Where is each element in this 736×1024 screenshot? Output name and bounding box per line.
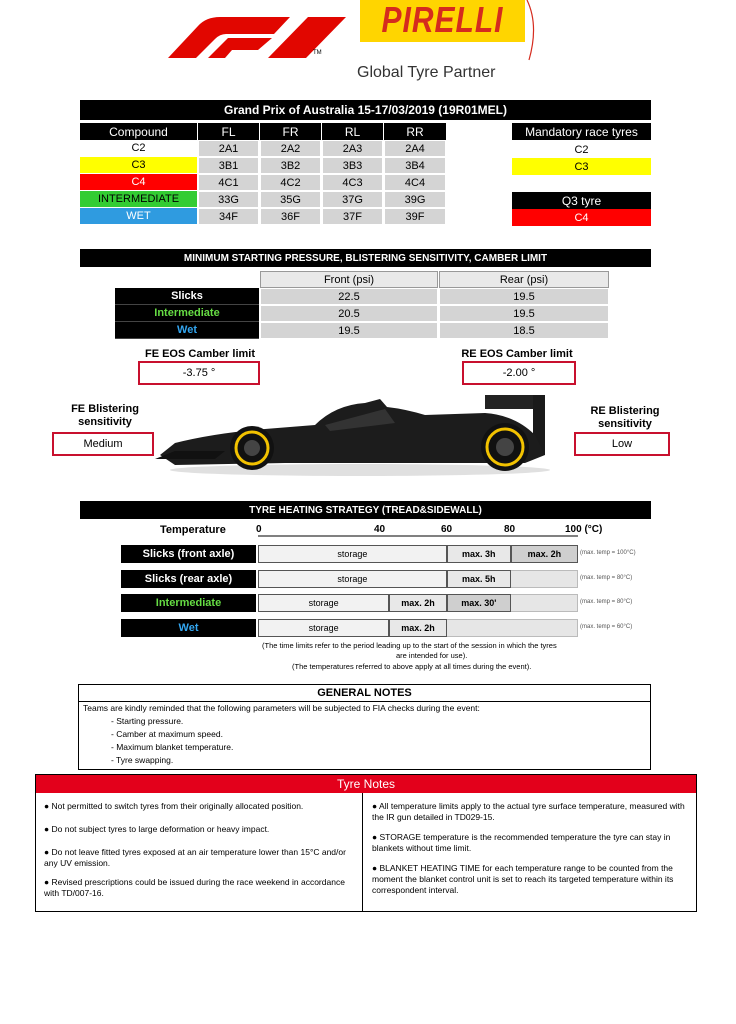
pressure-rear-value: 19.5 bbox=[439, 305, 609, 322]
heating-segment: storage bbox=[258, 594, 389, 612]
heating-note-3: (The temperatures referred to above apply at all times during the event). bbox=[292, 662, 532, 671]
f1-logo bbox=[168, 14, 348, 58]
tyre-note-right-2: ● STORAGE temperature is the recommended temperature the tyre can stay in blankets without time limit. bbox=[372, 832, 671, 853]
heating-note-1: (The time limits refer to the period leading up to the start of the session in which the tyres bbox=[262, 641, 557, 650]
pressure-rear-value: 19.5 bbox=[439, 288, 609, 305]
heating-segment: max. 2h bbox=[511, 545, 578, 563]
gp-tyre-code: 2A4 bbox=[384, 140, 446, 157]
general-notes-item-1: - Starting pressure. bbox=[111, 716, 184, 726]
heating-row-name: Slicks (front axle) bbox=[121, 545, 256, 563]
gp-compound-name: INTERMEDIATE bbox=[80, 191, 197, 208]
gp-tyre-code: 37F bbox=[322, 208, 383, 225]
gp-tyre-code: 2A3 bbox=[322, 140, 383, 157]
tyre-note-right-3: ● BLANKET HEATING TIME for each temperature range to be counted from the moment the blanket control unit is set to reach its targeted temperature within its correspondent interval. bbox=[372, 863, 674, 895]
heating-max-note: (max. temp = 60°C) bbox=[580, 624, 633, 630]
re-camber-label: RE EOS Camber limit bbox=[461, 348, 573, 360]
gp-col-header: RR bbox=[384, 123, 446, 140]
heating-row-name: Slicks (rear axle) bbox=[121, 570, 256, 588]
tyre-note-left-1: ● Not permitted to switch tyres from their originally allocated position. bbox=[44, 801, 304, 811]
gp-tyre-code: 4C2 bbox=[260, 174, 321, 191]
gp-tyre-code: 36F bbox=[260, 208, 321, 225]
gp-col-header: RL bbox=[322, 123, 383, 140]
general-notes-intro: Teams are kindly reminded that the following parameters will be subjected to FIA checks during the event: bbox=[83, 703, 480, 713]
heating-max-note: (max. temp = 80°C) bbox=[580, 599, 633, 605]
general-notes-box bbox=[78, 684, 651, 770]
f1-car-image bbox=[155, 385, 565, 480]
gp-tyre-code: 3B4 bbox=[384, 157, 446, 174]
re-blister-label bbox=[580, 405, 670, 431]
header-swoosh bbox=[525, 0, 545, 62]
heating-segment: max. 30' bbox=[447, 594, 511, 612]
gp-col-header: Compound bbox=[80, 123, 197, 140]
tick-80: 80 bbox=[504, 524, 516, 535]
tyre-note-left-2: ● Do not subject tyres to large deformation or heavy impact. bbox=[44, 824, 270, 834]
gp-compound-name: C2 bbox=[80, 140, 197, 157]
gp-compound-name: C4 bbox=[80, 174, 197, 191]
gp-compound-name: WET bbox=[80, 208, 197, 225]
gp-tyre-code: 3B1 bbox=[198, 157, 259, 174]
tyre-note-left-4: ● Revised prescriptions could be issued during the race weekend in accordance with TD/007-16. bbox=[44, 877, 345, 898]
tyre-notes-box bbox=[35, 774, 697, 912]
heating-max-note: (max. temp = 80°C) bbox=[580, 575, 633, 581]
pressure-front-value: 20.5 bbox=[260, 305, 438, 322]
q3-tyre: C4 bbox=[512, 209, 651, 226]
gp-col-header: FL bbox=[198, 123, 259, 140]
re-camber-value: -2.00 ° bbox=[462, 361, 576, 385]
heating-row-name: Wet bbox=[121, 619, 256, 637]
heating-note-2: are intended for use). bbox=[396, 651, 468, 660]
pressure-row-name: Slicks bbox=[115, 288, 259, 305]
front-header: Front (psi) bbox=[260, 271, 438, 288]
pressure-row-name: Intermediate bbox=[115, 305, 259, 322]
tick-0: 0 bbox=[256, 524, 262, 535]
tyre-note-left-3: ● Do not leave fitted tyres exposed at an air temperature lower than 15°C and/or any UV emission. bbox=[44, 847, 346, 868]
heating-segment: storage bbox=[258, 545, 447, 563]
heating-title: TYRE HEATING STRATEGY (TREAD&SIDEWALL) bbox=[80, 501, 651, 519]
gp-tyre-code: 2A1 bbox=[198, 140, 259, 157]
tick-60: 60 bbox=[441, 524, 453, 535]
gp-tyre-code: 2A2 bbox=[260, 140, 321, 157]
fe-camber-label: FE EOS Camber limit bbox=[144, 348, 256, 360]
heating-segment: max. 3h bbox=[447, 545, 511, 563]
mandatory-c2: C2 bbox=[512, 141, 651, 158]
pressure-front-value: 22.5 bbox=[260, 288, 438, 305]
heating-segment: max. 2h bbox=[389, 619, 447, 637]
gp-tyre-code: 35G bbox=[260, 191, 321, 208]
brand-name: PIRELLI bbox=[381, 0, 504, 41]
gp-tyre-code: 3B3 bbox=[322, 157, 383, 174]
trademark: TM bbox=[313, 50, 322, 56]
pressure-front-value: 19.5 bbox=[260, 322, 438, 339]
gp-col-header: FR bbox=[260, 123, 321, 140]
tyre-note-right-1: ● All temperature limits apply to the actual tyre surface temperature, measured with the IR gun detailed in TD029-15. bbox=[372, 801, 685, 822]
temperature-label: Temperature bbox=[160, 524, 226, 536]
gp-tyre-code: 37G bbox=[322, 191, 383, 208]
gp-tyre-code: 33G bbox=[198, 191, 259, 208]
fe-blister-label bbox=[60, 403, 150, 429]
tick-100: 100 (°C) bbox=[565, 524, 603, 535]
gp-tyre-code: 39F bbox=[384, 208, 446, 225]
pirelli-logo bbox=[360, 0, 525, 42]
heating-segment: storage bbox=[258, 619, 389, 637]
mandatory-title: Mandatory race tyres bbox=[512, 123, 651, 140]
fe-blister-value: Medium bbox=[52, 432, 154, 456]
fe-blister-label-line2: sensitivity bbox=[78, 416, 132, 428]
gp-tyre-code: 4C3 bbox=[322, 174, 383, 191]
gp-tyre-code: 34F bbox=[198, 208, 259, 225]
re-blister-label-line2: sensitivity bbox=[598, 418, 652, 430]
rear-header: Rear (psi) bbox=[439, 271, 609, 288]
gp-title: Grand Prix of Australia 15-17/03/2019 (19R01MEL) bbox=[80, 100, 651, 120]
mandatory-c3: C3 bbox=[512, 158, 651, 175]
general-notes-item-2: - Camber at maximum speed. bbox=[111, 729, 223, 739]
gp-tyre-code: 3B2 bbox=[260, 157, 321, 174]
gp-tyre-code: 4C4 bbox=[384, 174, 446, 191]
heating-segment: max. 2h bbox=[389, 594, 447, 612]
gp-tyre-code: 4C1 bbox=[198, 174, 259, 191]
re-blister-value: Low bbox=[574, 432, 670, 456]
pressure-row-name: Wet bbox=[115, 322, 259, 339]
pressure-title: MINIMUM STARTING PRESSURE, BLISTERING SENSITIVITY, CAMBER LIMIT bbox=[80, 249, 651, 267]
heating-segment: max. 5h bbox=[447, 570, 511, 588]
heating-max-note: (max. temp = 100°C) bbox=[580, 550, 636, 556]
gp-compound-name: C3 bbox=[80, 157, 197, 174]
gp-tyre-code: 39G bbox=[384, 191, 446, 208]
fe-blister-label-line1: FE Blistering bbox=[71, 403, 139, 415]
temperature-axis bbox=[258, 535, 578, 541]
pressure-rear-value: 18.5 bbox=[439, 322, 609, 339]
tyre-notes-right bbox=[372, 801, 690, 896]
re-blister-label-line1: RE Blistering bbox=[590, 405, 660, 417]
tick-40: 40 bbox=[374, 524, 386, 535]
tyre-notes-title: Tyre Notes bbox=[36, 775, 696, 793]
q3-title: Q3 tyre bbox=[512, 192, 651, 209]
heating-row-name: Intermediate bbox=[121, 594, 256, 612]
general-notes-title: GENERAL NOTES bbox=[79, 685, 650, 702]
general-notes-item-4: - Tyre swapping. bbox=[111, 755, 174, 765]
heating-segment: storage bbox=[258, 570, 447, 588]
tyre-notes-left bbox=[44, 801, 354, 899]
general-notes-item-3: - Maximum blanket temperature. bbox=[111, 742, 234, 752]
fe-camber-value: -3.75 ° bbox=[138, 361, 260, 385]
tagline: Global Tyre Partner bbox=[357, 64, 496, 81]
